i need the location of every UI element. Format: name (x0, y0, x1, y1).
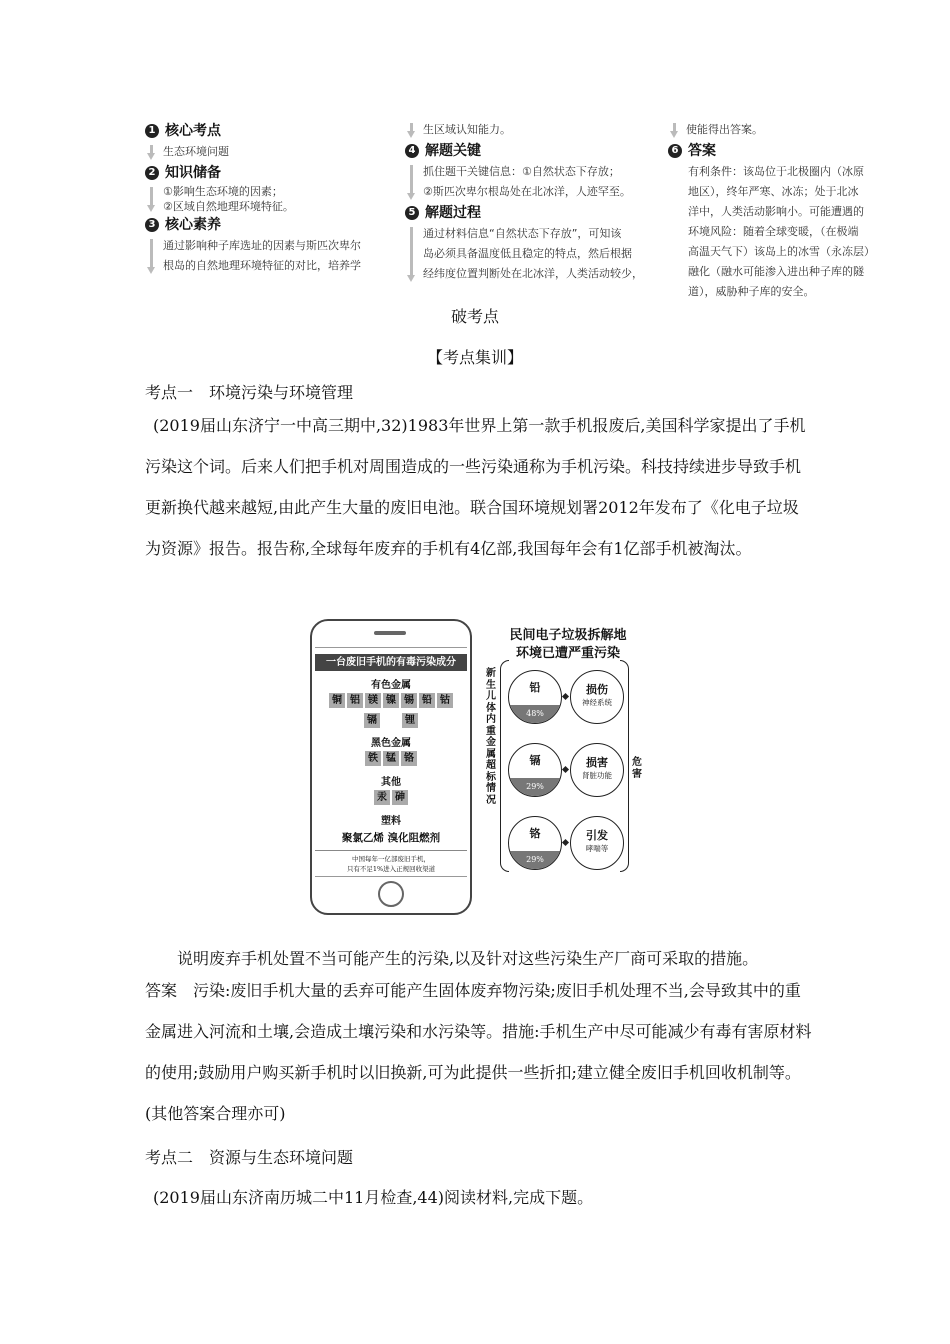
point2-question: (2019届山东济南历城二中11月检查,44)阅读材料,完成下题。 (153, 1188, 594, 1207)
effect-main: 损伤 (586, 683, 608, 696)
flow-lead-text (405, 120, 663, 140)
figure-title-line1: 民间电子垃圾拆解地 (509, 628, 627, 643)
figure-title-line2: 环境已遭严重污染 (515, 646, 620, 661)
subsection-title: 【考点集训】 (426, 348, 523, 367)
flow-text-line: 岛必须具备温度低且稳定的特点，然后根据 (423, 247, 632, 260)
flow-step-6 (668, 140, 893, 162)
flow-text-line: 道），威胁种子库的安全。 (688, 285, 815, 298)
effect-main: 引发 (586, 829, 608, 842)
effect-sub: 哮喘等 (585, 844, 609, 853)
plastic-label: 塑料 (381, 816, 401, 827)
flow-column-3 (668, 120, 893, 302)
flow-text-line: 通过影响种子库选址的因素与斯匹次卑尔 (163, 239, 361, 252)
flow-text-line: 生区域认知能力。 (423, 123, 511, 136)
flow-text-line: ①影响生态环境的因素； (163, 185, 283, 198)
metal-name: 镉 (529, 754, 541, 767)
metal-chip: 铅 (419, 693, 435, 708)
metal-circle-cadmium (508, 743, 562, 797)
vertical-label-left: 新生儿体内重金属超标情况 (486, 668, 496, 806)
flow-text-line: 使能得出答案。 (686, 123, 763, 136)
effect-text (571, 683, 623, 709)
metal-chip: 铁 (365, 751, 381, 766)
step-number-icon: 6 (668, 144, 682, 158)
section-title: 破考点 (450, 307, 499, 326)
percent-fill: 29% (509, 851, 561, 869)
phone-note-line: 只有不足1%进入正规回收渠道 (346, 865, 436, 873)
flow-step-text (405, 224, 663, 284)
step-number-icon: 4 (405, 144, 419, 158)
metal-chip: 铝 (347, 693, 363, 708)
flow-step-1 (145, 120, 390, 142)
effect-text (571, 756, 623, 782)
flow-step-text (145, 184, 390, 214)
flow-text-line: 有利条件：该岛位于北极圈内（冰原 (688, 165, 864, 178)
metal-chip: 汞 (374, 790, 390, 805)
effect-main: 损害 (586, 756, 608, 769)
flow-step-text (405, 162, 663, 202)
effect-text (571, 829, 623, 855)
flow-text-line: ②斯匹次卑尔根岛处在北冰洋，人迹罕至。 (423, 185, 631, 198)
flow-step-title: 核心考点 (165, 123, 221, 139)
phone-screen (315, 647, 467, 877)
flow-step-3 (145, 214, 390, 236)
flow-text-line: 抓住题干关键信息：①自然状态下存放； (423, 165, 620, 178)
flow-step-text (145, 142, 390, 162)
nonferrous-row-1 (315, 693, 467, 708)
metal-name: 铬 (529, 827, 541, 840)
metal-chip: 镉 (364, 713, 380, 728)
flow-step-2 (145, 162, 390, 184)
effect-circle-kidney (570, 743, 624, 797)
flow-text-line: 经纬度位置判断处在北冰洋，人类活动较少， (423, 267, 643, 280)
effect-circle-asthma (570, 816, 624, 870)
phone-illustration (310, 619, 472, 915)
vertical-label-right: 危害 (632, 757, 642, 780)
other-row (315, 790, 467, 805)
flow-text-line: 根岛的自然地理环境特征的对比，培养学 (163, 259, 361, 272)
flow-step-5 (405, 202, 663, 224)
flow-lead-text (668, 120, 893, 140)
flow-step-4 (405, 140, 663, 162)
flow-step-title: 解题关键 (425, 143, 481, 159)
metal-chip: 锰 (383, 751, 399, 766)
connector-diamond-icon (562, 766, 569, 773)
point1-question: (2019届山东济宁一中高三期中,32)1983年世界上第一款手机报废后,美国科学家提出了手机污染这个词。后来人们把手机对周围造成的一些污染通称为手机污染。科技持续进步导致手机更新换代越来越短,由此产生大量的废旧电池。联合国环境规划署2012年发布了《化电子垃圾为资源》报告。报告称,全球每年废弃的手机有4亿部,我国每年会有1亿部手机被淘汰。 (145, 416, 806, 558)
flow-step-title: 核心素养 (165, 217, 221, 233)
flow-step-title: 解题过程 (425, 205, 481, 221)
flow-column-2 (405, 120, 663, 284)
flow-step-text (668, 162, 893, 302)
phone-speaker (374, 631, 406, 635)
phone-title: 一台废旧手机的有毒污染成分 (315, 654, 467, 671)
effect-sub: 神经系统 (582, 698, 612, 707)
step-number-icon: 5 (405, 206, 419, 220)
nonferrous-label: 有色金属 (371, 680, 411, 691)
metal-chip: 砷 (392, 790, 408, 805)
step-number-icon: 1 (145, 124, 159, 138)
flow-text-line: ②区域自然地理环境特征。 (163, 200, 294, 213)
nonferrous-row-2 (315, 713, 467, 728)
metal-chip: 铜 (329, 693, 345, 708)
metal-chip: 镁 (365, 693, 381, 708)
flow-step-title: 答案 (688, 143, 716, 159)
connector-diamond-icon (562, 839, 569, 846)
ferrous-row (315, 751, 467, 766)
effect-sub: 肾脏功能 (582, 771, 612, 780)
point1-heading: 考点一 环境污染与环境管理 (145, 383, 354, 402)
other-label: 其他 (381, 777, 401, 788)
metal-circle-lead (508, 670, 562, 724)
phone-note (315, 850, 467, 874)
flow-text-line: 通过材料信息“自然状态下存放”，可知该 (423, 227, 622, 240)
metal-chip: 钴 (437, 693, 453, 708)
percent-fill: 48% (509, 705, 561, 723)
flow-text-line: 环境风险：随着全球变暖，（在极端 (688, 225, 859, 238)
metal-circle-chromium (508, 816, 562, 870)
flow-text-line: 高温天气下）该岛上的冰雪（永冻层） (688, 245, 875, 258)
step-number-icon: 3 (145, 218, 159, 232)
metal-chip: 锂 (402, 713, 418, 728)
phone-home-button (378, 881, 404, 907)
metal-chip: 铬 (401, 751, 417, 766)
flow-step-title: 知识储备 (165, 165, 221, 181)
metal-chip: 锡 (401, 693, 417, 708)
plastic-items: 聚氯乙烯 溴化阻燃剂 (341, 832, 441, 844)
flow-text-line: 洋中，人类活动影响小。可能遭遇的 (688, 205, 864, 218)
question-prompt: 说明废弃手机处置不当可能产生的污染,以及针对这些污染生产厂商可采取的措施。 (177, 949, 759, 968)
percent-fill: 29% (509, 778, 561, 796)
step-number-icon: 2 (145, 166, 159, 180)
flow-text-line: 地区），终年严寒、冰冻；处于北冰 (688, 185, 859, 198)
connector-diamond-icon (562, 693, 569, 700)
answer-text: 答案 污染:废旧手机大量的丢弃可能产生固体废弃物污染;废旧手机处理不当,会导致其中的重金属进入河流和土壤,会造成土壤污染和水污染等。措施:手机生产中尽可能减少有毒有害原材料的使用;鼓励用户购买新手机时以旧换新,可为此提供一些折扣;建立健全废旧手机回收机制等。(其他答案合理亦可) (145, 981, 812, 1123)
metal-name: 铅 (529, 681, 541, 694)
effect-circle-nerve (570, 670, 624, 724)
flow-step-text (145, 236, 390, 276)
metal-chip: 镍 (383, 693, 399, 708)
ferrous-label: 黑色金属 (371, 738, 411, 749)
flow-text-line: 生态环境问题 (163, 145, 229, 158)
point2-heading: 考点二 资源与生态环境问题 (145, 1148, 354, 1167)
flow-column-1 (145, 120, 390, 276)
phone-note-line: 中国每年一亿部废旧手机， (352, 855, 430, 863)
flow-text-line: 融化（融水可能渗入进出种子库的隧 (688, 265, 864, 278)
